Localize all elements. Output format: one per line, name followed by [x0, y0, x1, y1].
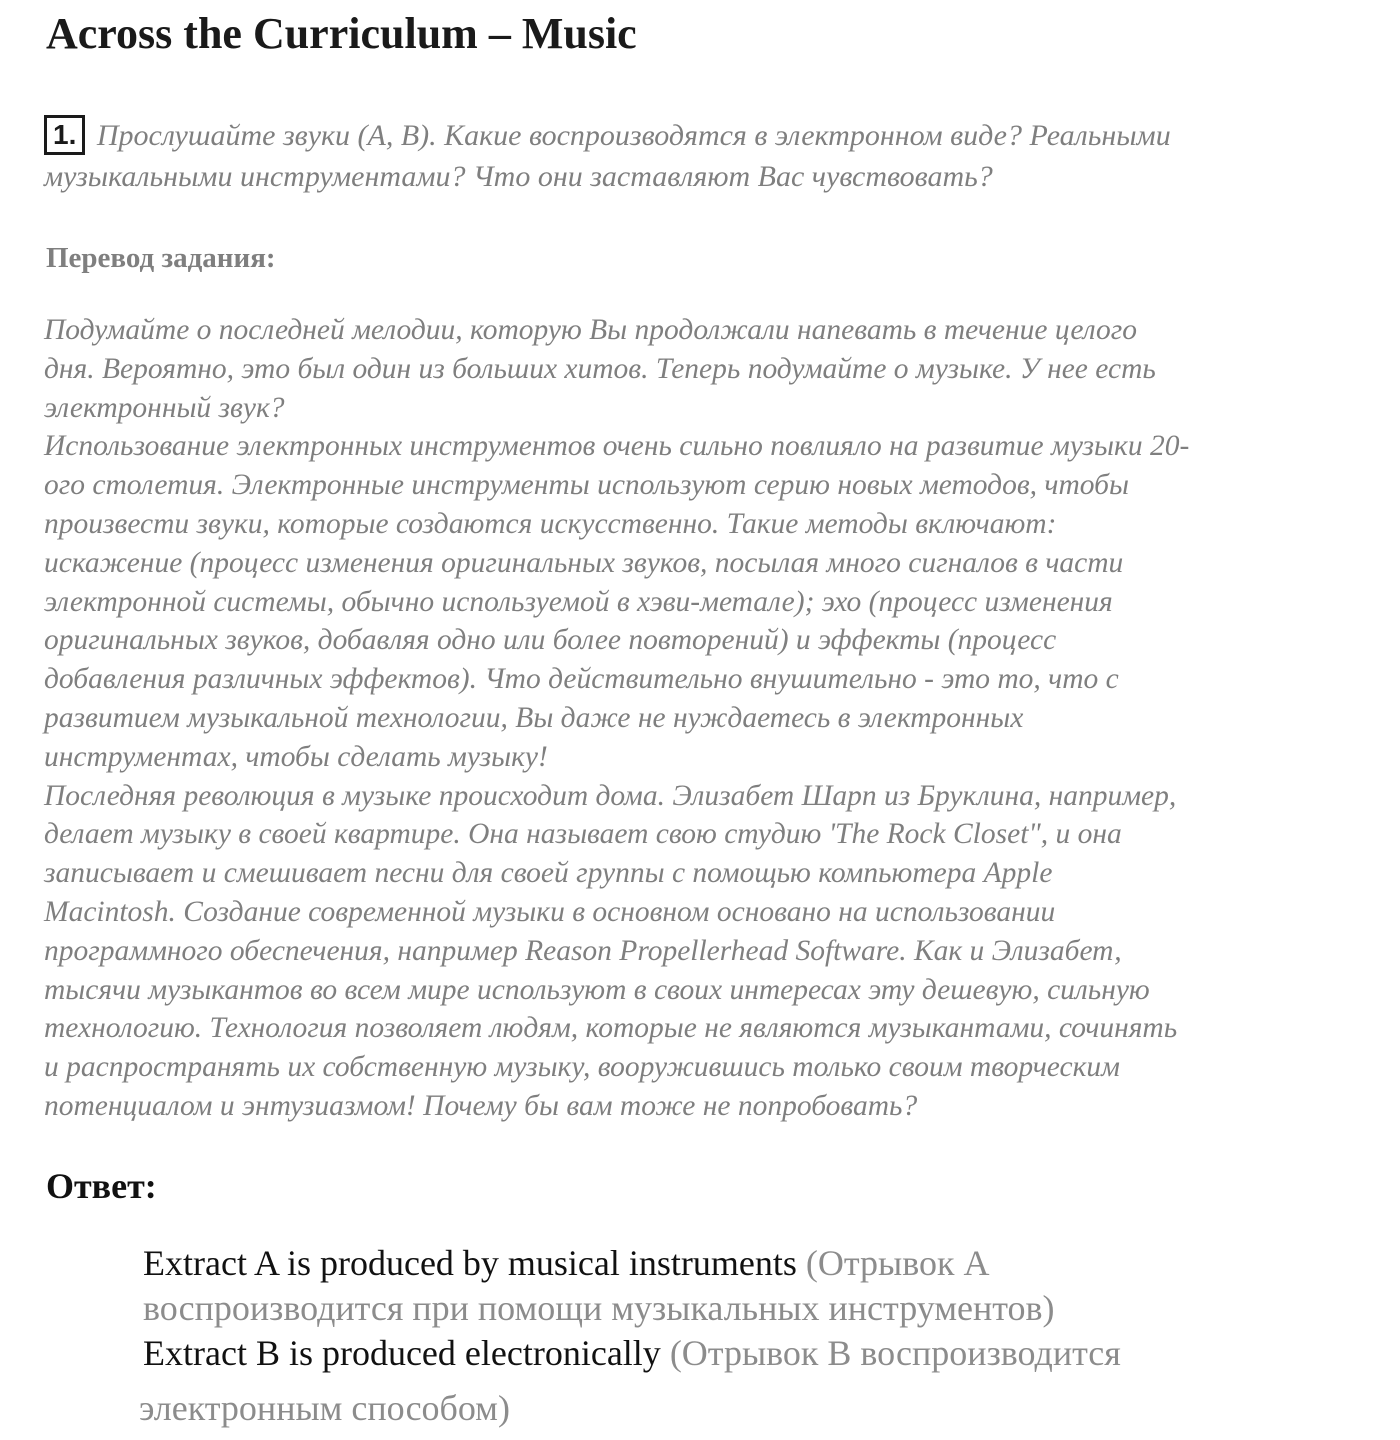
translation-line: инструментах, чтобы сделать музыку! [44, 740, 548, 773]
translation-line: искажение (процесс изменения оригинальных звуков, посылая много сигналов в части [44, 546, 1124, 579]
translation-line: произвести звуки, которые создаются искусственно. Такие методы включают: [44, 507, 1057, 540]
translation-line: электронный звук? [44, 391, 285, 424]
translation-line: дня. Вероятно, это был один из больших хитов. Теперь подумайте о музыке. У нее есть [44, 352, 1156, 385]
answer-a-russian-continued: воспроизводится при помощи музыкальных инструментов) [143, 1288, 1055, 1328]
answer-block [139, 1241, 1303, 1431]
translation-line: Использование электронных инструментов очень сильно повлияло на развитие музыки 20- [44, 430, 1190, 463]
translation-line: оригинальных звуков, добавляя одно или более повторений) и эффекты (процесс [44, 624, 1057, 657]
translation-line: добавления различных эффектов). Что действительно внушительно - это то, что с [44, 663, 1119, 696]
answer-b-english: Extract B is produced electronically [143, 1333, 661, 1373]
translation-line: электронной системы, обычно используемой в хэви-метале); эхо (процесс изменения [44, 585, 1113, 618]
translation-line: программного обеспечения, например Reason Propellerhead Software. Как и Элизабет, [44, 934, 1122, 967]
task-number-badge: 1. [44, 115, 85, 155]
answer-b-russian: (Отрывок В воспроизводится [660, 1333, 1121, 1373]
answer-a-russian: (Отрывок А [796, 1243, 990, 1283]
translation-line: записывает и смешивает песни для своей группы с помощью компьютера Apple [44, 857, 1053, 890]
translation-line: развитием музыкальной технологии, Вы даже не нуждаетесь в электронных [44, 701, 1024, 734]
task-prompt [44, 115, 1344, 197]
answer-a-line [143, 1241, 1303, 1286]
translation-line: Подумайте о последней мелодии, которую Вы продолжали напевать в течение целого [44, 314, 1137, 346]
translation-line: делает музыку в своей квартире. Она называет свою студию 'The Rock Closet", и она [44, 818, 1122, 851]
translation-line: Последняя революция в музыке происходит дома. Элизабет Шарп из Бруклина, например, [44, 779, 1177, 812]
answer-heading: Ответ: [46, 1166, 157, 1206]
translation-line: ого столетия. Электронные инструменты используют серию новых методов, чтобы [44, 469, 1129, 502]
answer-a-english: Extract A is produced by musical instruments [143, 1243, 797, 1283]
translation-line: технологию. Технология позволяет людям, которые не являются музыкантами, сочинять [44, 1012, 1178, 1045]
task-text: Прослушайте звуки (А, В). Какие воспроизводятся в электронном виде? Реальными музыкальными инструментами? Что они заставляют Вас чувствовать? [44, 119, 1171, 193]
answer-b-russian-continued: электронным способом) [139, 1388, 510, 1428]
answer-b-line [143, 1331, 1303, 1376]
translation-line: Macintosh. Создание современной музыки в основном основано на использовании [44, 895, 1056, 928]
translation-text [44, 311, 1364, 1126]
translation-line: тысячи музыкантов во всем мире используют в своих интересах эту дешевую, сильную [44, 973, 1150, 1006]
translation-line: потенциалом и энтузиазмом! Почему бы вам тоже не попробовать? [44, 1089, 918, 1122]
translation-heading: Перевод задания: [46, 242, 276, 274]
page-title: Across the Curriculum – Music [46, 9, 637, 58]
translation-line: и распространять их собственную музыку, вооружившись только своим творческим [44, 1051, 1120, 1084]
